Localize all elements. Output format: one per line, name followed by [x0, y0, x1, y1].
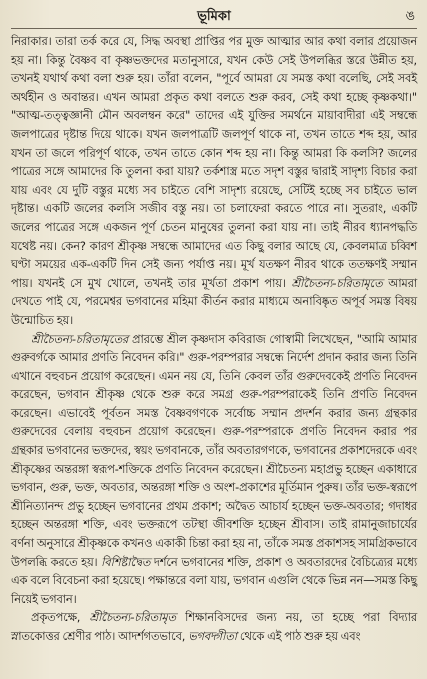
text-run: প্রারম্ভে শ্রীল কৃষ্ণদাস কবিরাজ গোস্বামী লিখেছেন, "আমি আমার গুরুবর্গকে আমার প্রণতি নিবেদন করি।" গুরু-পরম্পরার সম্বন্ধে নির্দেশ প্রদান করার জন্য তিনি এখানে বহুবচন প্রয়োগ করেছেন। এমন নয় যে, তিনি কেবল তাঁর গুরুদেবকেই প্রণতি নিবেদন করেছেন, ভগবান শ্রীকৃষ্ণ থেকে শুরু করে সমগ্র গুরু-পরম্পরাকেই তিনি প্রণতি নিবেদন করেছেন। এভাবেই পূর্বতন সমস্ত বৈষ্ণবগণকে সর্বোচ্চ সম্মান প্রদর্শন করার জন্য গ্রন্থকার গুরুদেবের বেলায় বহুবচন প্রয়োগ করেছেন। গুরু-পরম্পরাকে প্রণতি নিবেদন করার পর গ্রন্থকার ভগবানের ভক্তদের, স্বয়ং ভগবানকে, তাঁর অবতারগণকে, ভগবানের প্রকাশদেরকে এবং শ্রীকৃষ্ণের অন্তরঙ্গা স্বরূপ-শক্তিকে প্রণতি নিবেদন করেছেন। শ্রীচৈতন্য মহাপ্রভু হচ্ছেন একাধারে ভগবান, গুরু, ভক্ত, অবতার, অন্তরঙ্গা শক্তি ও অংশ-প্রকাশের মূর্তিমান পুরুষ। তাঁর ভক্ত-স্বরূপে শ্রীনিত্যানন্দ প্রভু হচ্ছেন ভগবানের প্রথম প্রকাশ; অদ্বৈত আচার্য হচ্ছেন ভক্ত-অবতার; গদাধর হচ্ছেন অন্তরঙ্গা শক্তি, এবং ভক্তরূপে তটস্থা জীবশক্তি হচ্ছেন শ্রীবাস। তাই রামানুজাচার্যের বর্ণনা অনুসারে শ্রীকৃষ্ণকে কখনও একাকী চিন্তা করা হয় না, তাঁকে সমস্ত প্রকাশসহ সামগ্রিকভাবে উপলব্ধি করতে হয়। — [11, 331, 417, 569]
text-run: প্রকৃতপক্ষে, — [31, 610, 90, 625]
book-title-italic: শ্রীচৈতন্য-চরিতামৃত — [89, 610, 176, 625]
book-title-italic: ভগবদ্গীতা — [188, 629, 237, 643]
book-title-italic: শ্রীচৈতন্য-চরিতামৃতের — [31, 331, 129, 346]
text-run: আমরা দেখতে পাই যে, পরমেশ্বর ভগবানের মহিমা কীর্তন করার মাধ্যমে অনাবিষ্কৃত অপূর্ব সমস্ত বিষয় উন্মোচিত হয়। — [11, 275, 417, 327]
book-title-italic: শ্রীচৈতন্য-চরিতামৃতে — [291, 275, 383, 290]
page-title: ভূমিকা — [197, 9, 231, 24]
text-run: দর্শনে ভগবানের শক্তি, প্রকাশ ও অবতারদের বৈচিত্র্যের মধ্যে এক বলে বিবেচনা করা হয়েছে। পক্ষান্তরে বলা যায়, ভগবান এগুলি থেকে ভিন্ন নন—সমস্ত কিছু নিয়েই ভগবান। — [11, 554, 417, 606]
paragraph-3 — [11, 608, 417, 645]
text-run: শিক্ষানবিসদের জন্য নয়, তা হচ্ছে পরা বিদ্যার স্নাতকোত্তর শ্রেণীর পাঠ। আদর্শগতভাবে, — [11, 610, 417, 643]
text-run: থেকে এই পাঠ শুরু হয় এবং — [236, 629, 361, 643]
text-run: নিরাকার। তারা তর্ক করে যে, সিদ্ধ অবস্থা প্রাপ্তির পর মুক্ত আত্মার আর কথা বলার প্রয়োজন হয় না। কিন্তু বৈষ্ণব বা কৃষ্ণভক্তদের মতানুসারে, যখন কেউ সেই উপলব্ধির স্তরে উন্নীত হয়, তখনই যথার্থ কথা বলা শুরু হয়। তাঁরা বলেন, "পূর্বে আমরা যে সমস্ত কথা বলেছি, সেই সবই অর্থহীন ও অবান্তর। এখন আমরা প্রকৃত কথা বলতে শুরু করব, সেই কথা হচ্ছে কৃষ্ণকথা।" "আত্ম-তত্ত্বজ্ঞানী মৌন অবলম্বন করে" তাদের এই যুক্তির সমর্থনে মায়াবাদীরা এই সম্বন্ধে জলপাত্রের দৃষ্টান্ত দিয়ে থাকে। যখন জলপাত্রটি জলপূর্ণ থাকে না, তখন তাতে শব্দ হয়, আর যখন তা জলে পরিপূর্ণ থাকে, তখন তাতে কোন শব্দ হয় না। কিন্তু আমরা কি কলসি? জলের পাত্রের সঙ্গে আমাদের কি তুলনা করা যায়? তর্কশাস্ত্র মতে সদৃশ বস্তুর দ্বারাই সাদৃশ্য বিচার করা যায় এবং যে দুটি বস্তুর মধ্যে সব চাইতে বেশি সাদৃশ্য রয়েছে, সেটিই হচ্ছে সব চাইতে ভাল দৃষ্টান্ত। একটি জলের কলসি সজীব বস্তু নয়। তা চলাফেরা করতে পারে না। সুতরাং, একটি জলের পাত্রের সঙ্গে একজন পূর্ণ চেতন মানুষের তুলনা করা যায় না। তাই নীরব ধ্যানপদ্ধতি যথেষ্ট নয়। কেন? কারণ শ্রীকৃষ্ণ সম্বন্ধে আমাদের এত কিছু বলার আছে যে, কেবলমাত্র চব্বিশ ঘণ্টা সময়ের এক-একটি দিন সেই জন্য পর্যাপ্ত নয়। মূর্খ যতক্ষণ নীরব থাকে ততক্ষণই সম্মান পায়। যখনই সে মুখ খোলে, তখনই তার মূর্খতা প্রকাশ পায়। — [11, 34, 417, 290]
term-italic: বিশিষ্টাদ্বৈত — [101, 554, 151, 569]
paragraph-2 — [11, 330, 417, 609]
running-head — [11, 6, 417, 29]
paragraph-1 — [11, 32, 417, 330]
page-body — [11, 32, 417, 646]
page-number: ঙ — [405, 9, 415, 24]
